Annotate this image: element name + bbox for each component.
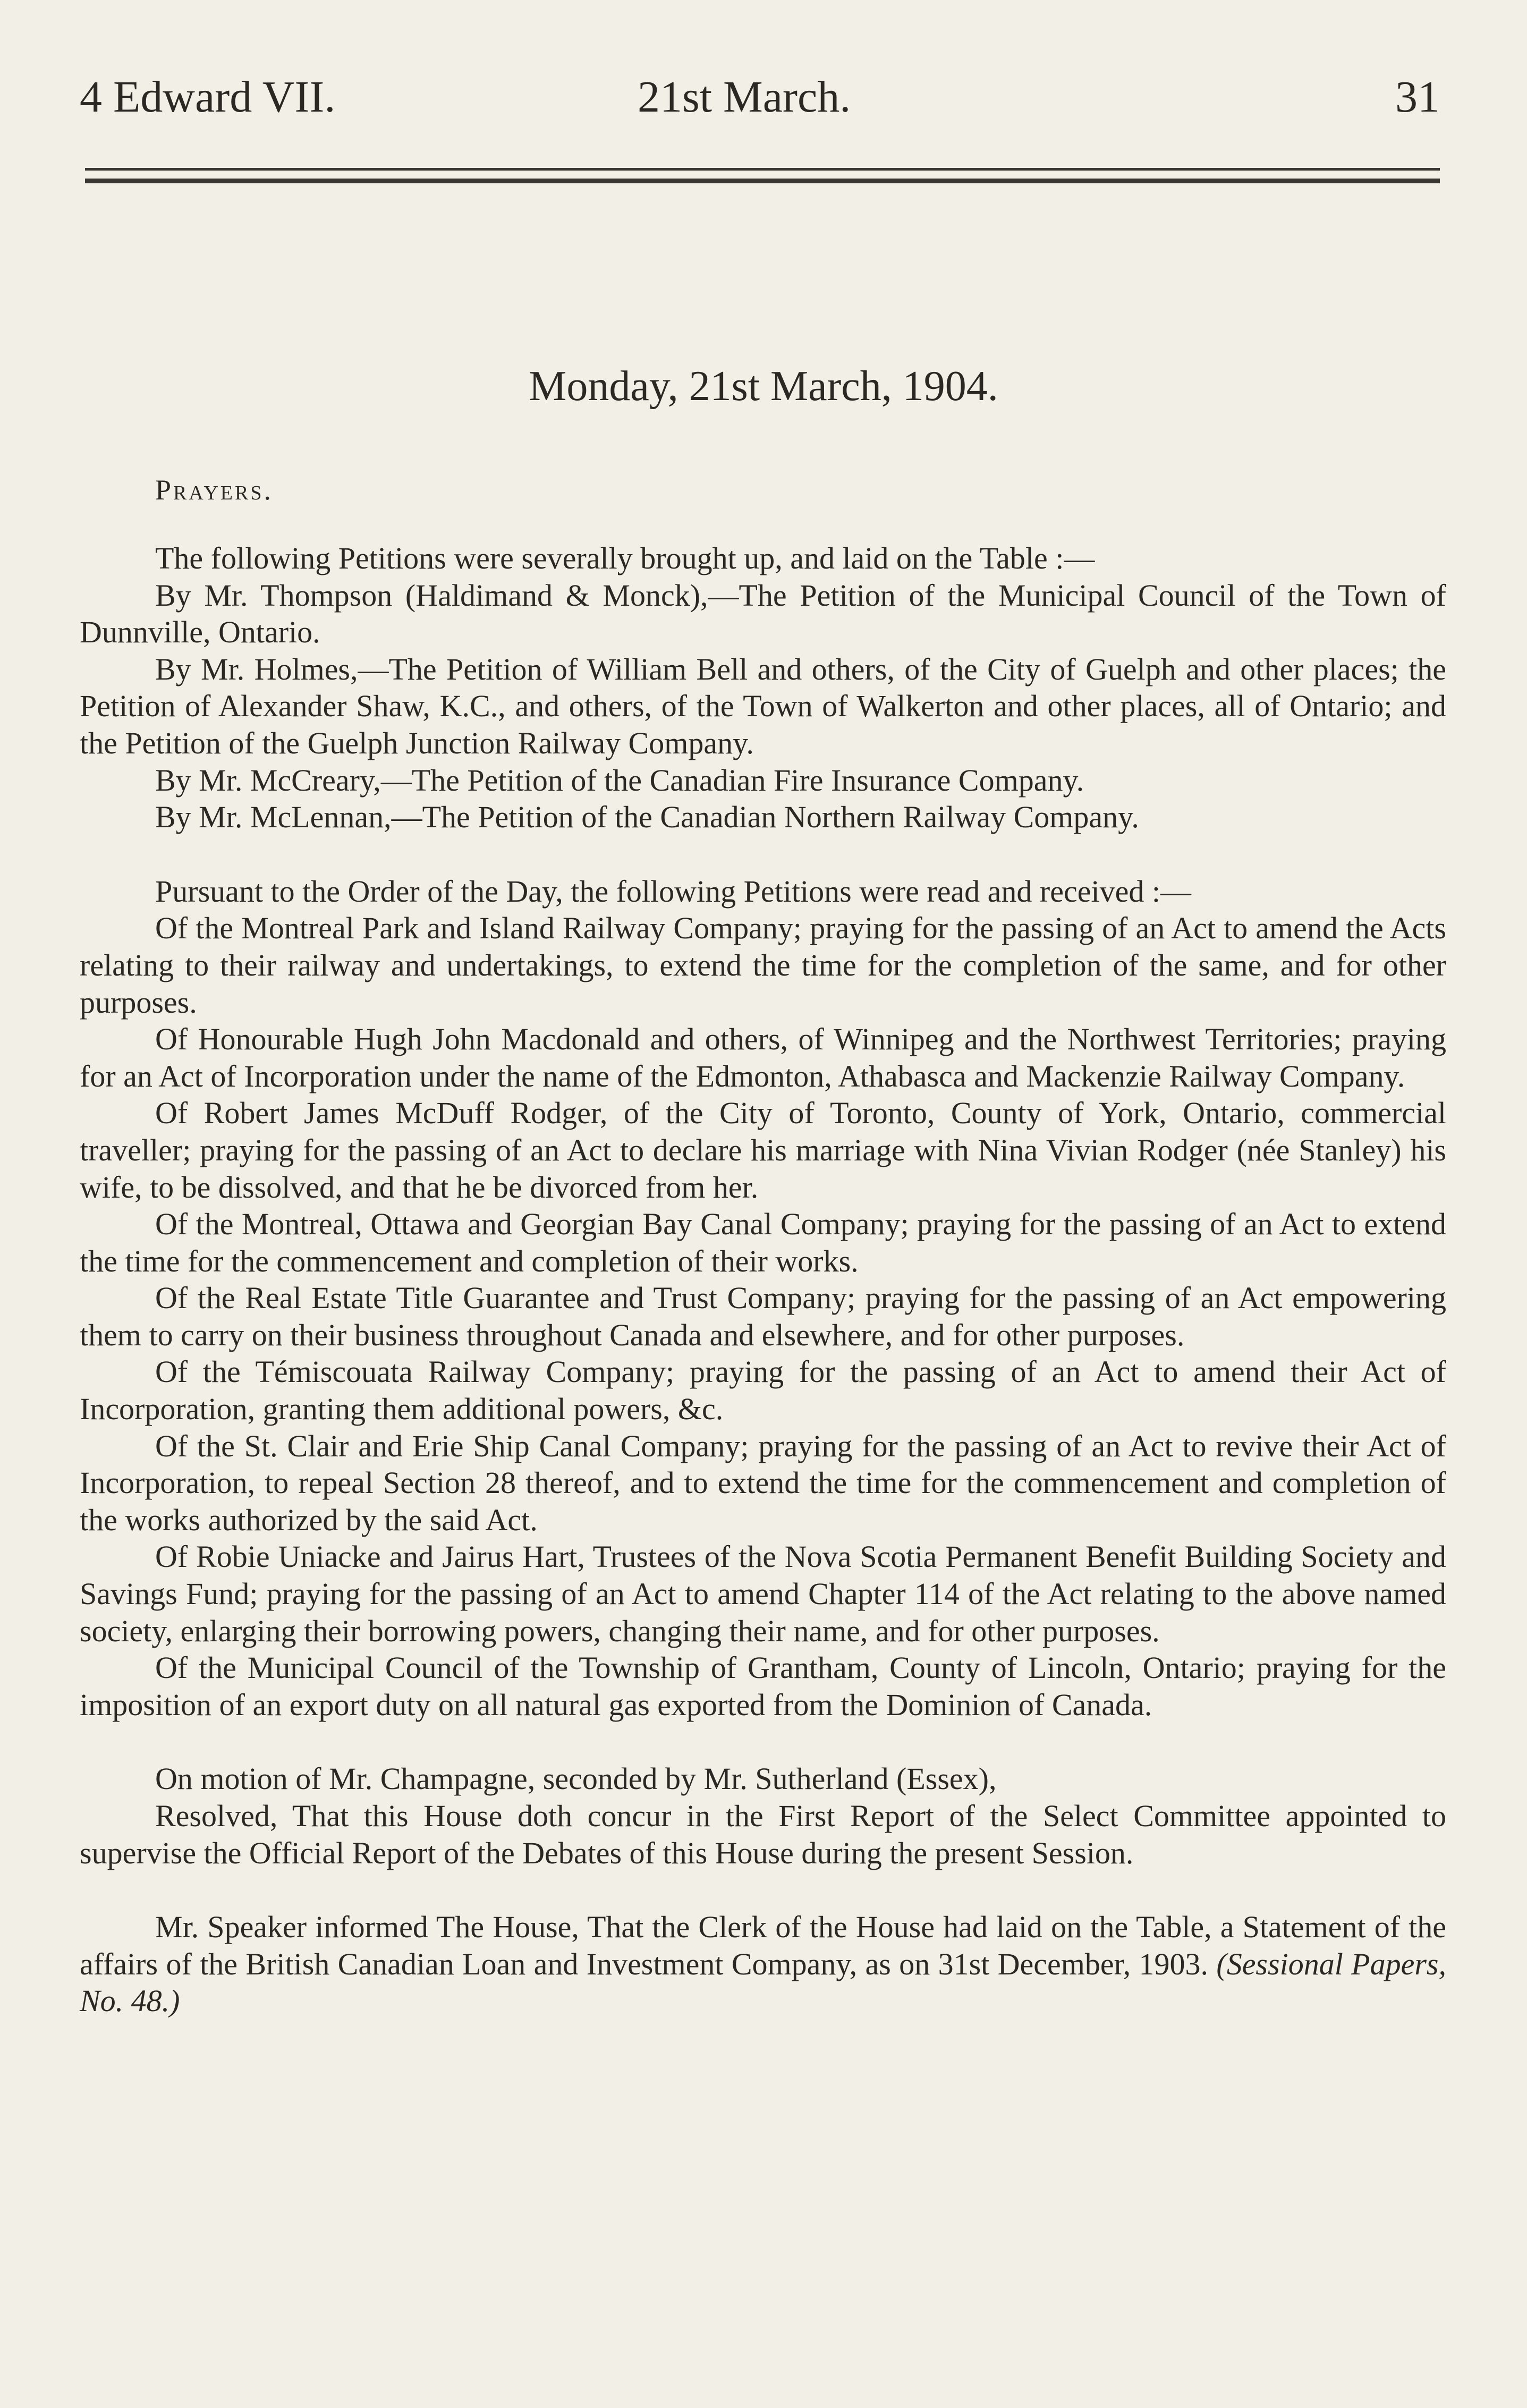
- journal-body: [80, 540, 1446, 2020]
- petition-received: Of the Montreal Park and Island Railway Company; praying for the passing of an Act to amend the Acts relating to their railway and undertakings, to extend the time for the completion of the same, and for other purposes.: [80, 911, 1446, 1020]
- running-head: [80, 68, 1440, 126]
- petition-received: Of Honourable Hugh John Macdonald and others, of Winnipeg and the Northwest Territories; praying for an Act of Incorporation under the name of the Edmonton, Athabasca and Mackenzie Railway Company.: [80, 1022, 1446, 1093]
- sessional-papers-reference: (Sessional Papers, No. 48.): [80, 1946, 1446, 2019]
- motion-paragraph: On motion of Mr. Champagne, seconded by Mr. Sutherland (Essex),: [155, 1761, 997, 1796]
- speaker-statement-paragraph: [80, 1909, 1446, 2020]
- sitting-date-heading: Monday, 21st March, 1904.: [529, 363, 998, 410]
- petition-entry: By Mr. Thompson (Haldimand & Monck),—The Petition of the Municipal Council of the Town of Dunnville, Ontario.: [80, 578, 1446, 650]
- regnal-year: 4 Edward VII.: [80, 72, 336, 122]
- header-rule-thin: [85, 168, 1440, 171]
- petition-received: Of the Montreal, Ottawa and Georgian Bay Canal Company; praying for the passing of an Act to extend the time for the commencement and completion of their works.: [80, 1207, 1446, 1278]
- petition-entry: By Mr. McCreary,—The Petition of the Canadian Fire Insurance Company.: [155, 762, 1084, 798]
- page-number: 31: [1395, 72, 1440, 122]
- petition-received: Of the Témiscouata Railway Company; praying for the passing of an Act to amend their Act of Incorporation, granting them additional powers, &c.: [80, 1354, 1446, 1427]
- petition-received: Of the St. Clair and Erie Ship Canal Company; praying for the passing of an Act to revive their Act of Incorporation, to repeal Section 28 thereof, and to extend the time for the commencement and completion of the works authorized by the said Act.: [80, 1428, 1446, 1537]
- speaker-statement-text: Mr. Speaker informed The House, That the Clerk of the House had laid on the Table, a Statement of the affairs of the British Canadian Loan and Investment Company, as on 31st December, 1903.: [80, 1910, 1446, 1981]
- order-of-day-intro: Pursuant to the Order of the Day, the following Petitions were read and received :—: [155, 874, 1191, 909]
- petition-received: Of the Real Estate Title Guarantee and Trust Company; praying for the passing of an Act empowering them to carry on their business throughout Canada and elsewhere, and for other purposes.: [80, 1281, 1446, 1352]
- petition-entry: By Mr. McLennan,—The Petition of the Canadian Northern Railway Company.: [155, 800, 1139, 835]
- resolution-paragraph: Resolved, That this House doth concur in the First Report of the Select Committee appointed to supervise the Official Report of the Debates of this House during the present Session.: [80, 1799, 1446, 1870]
- header-rule-thick: [85, 179, 1440, 183]
- petition-received: Of the Municipal Council of the Township of Grantham, County of Lincoln, Ontario; praying for the imposition of an export duty on all natural gas exported from the Dominion of Canada.: [80, 1650, 1446, 1722]
- petition-received: Of Robie Uniacke and Jairus Hart, Trustees of the Nova Scotia Permanent Benefit Building Society and Savings Fund; praying for the passing of an Act to amend Chapter 114 of the Act relating to the above named society, enlarging their borrowing powers, changing their name, and for other purposes.: [80, 1539, 1446, 1648]
- petition-received: Of Robert James McDuff Rodger, of the City of Toronto, County of York, Ontario, commercial traveller; praying for the passing of an Act to declare his marriage with Nina Vivian Rodger (née Stanley) his wife, to be dissolved, and that he be divorced from her.: [80, 1096, 1446, 1205]
- header-date: 21st March.: [638, 72, 851, 122]
- petitions-intro: The following Petitions were severally brought up, and laid on the Table :—: [155, 541, 1095, 575]
- petition-entry: By Mr. Holmes,—The Petition of William Bell and others, of the City of Guelph and other places; the Petition of Alexander Shaw, K.C., and others, of the Town of Walkerton and other places, all of Ontario; and the Petition of the Guelph Junction Railway Company.: [80, 651, 1446, 760]
- prayers-heading: Prayers.: [155, 474, 273, 506]
